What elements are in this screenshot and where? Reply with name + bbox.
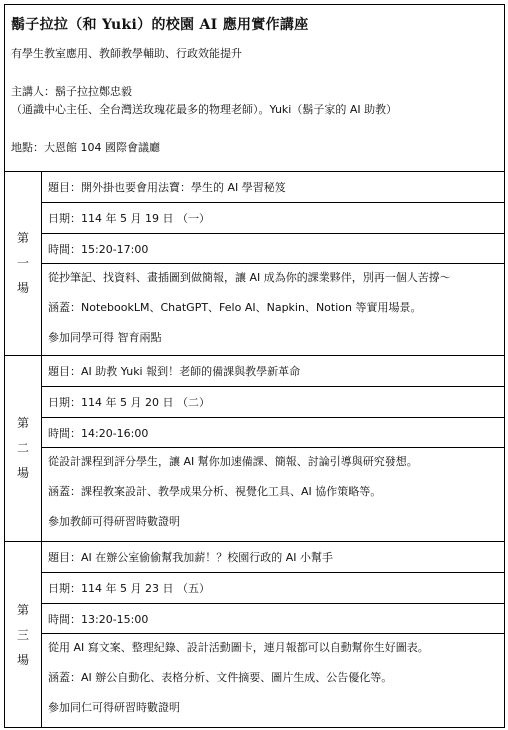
session-topic: 題目：AI 在辦公室偷偷幫我加薪！？校園行政的 AI 小幫手 bbox=[42, 542, 504, 573]
session-label-char: 場 bbox=[16, 652, 29, 667]
session-label-char: 第 bbox=[16, 416, 29, 430]
session-1 bbox=[5, 172, 504, 356]
session-label bbox=[5, 356, 42, 541]
session-3 bbox=[5, 542, 504, 728]
session-time: 時間：13:20-15:00 bbox=[42, 604, 504, 634]
session-label bbox=[5, 172, 42, 355]
session-coverage: 涵蓋：NotebookLM、ChatGPT、Felo AI、Napkin、Notion 等實用場景。 bbox=[48, 301, 422, 314]
session-desc-line: 從抄筆記、找資料、畫插圖到做簡報，讓 AI 成為你的課業夥伴，別再一個人苦撐～ bbox=[48, 271, 451, 284]
session-time: 時間：15:20-17:00 bbox=[42, 234, 504, 264]
session-coverage: 涵蓋：AI 辦公自動化、表格分析、文件摘要、圖片生成、公告優化等。 bbox=[48, 671, 393, 684]
session-credit-note: 參加同仁可得研習時數證明 bbox=[48, 701, 180, 714]
session-desc-line: 從用 AI 寫文案、整理紀錄、設計活動圖卡，連月報都可以自動幫你生好圖表。 bbox=[48, 641, 429, 654]
session-description bbox=[42, 634, 504, 715]
session-label-char: 場 bbox=[16, 281, 29, 295]
session-label bbox=[5, 542, 42, 728]
speaker-note: （通識中心主任、全台灣送玫瑰花最多的物理老師）。Yuki（鬍子家的 AI 助教） bbox=[11, 103, 398, 116]
session-date: 日期：114 年 5 月 20 日 （二） bbox=[42, 387, 504, 418]
session-desc-line: 從設計課程到評分學生，讓 AI 幫你加速備課、簡報、討論引導與研究發想。 bbox=[48, 455, 418, 468]
session-2 bbox=[5, 356, 504, 542]
session-date: 日期：114 年 5 月 19 日 （一） bbox=[42, 203, 504, 234]
session-credit-note: 參加同學可得 智育兩點 bbox=[48, 331, 162, 344]
location: 地點：大恩館 104 國際會議廳 bbox=[11, 141, 160, 154]
session-label-char: 一 bbox=[16, 256, 29, 270]
session-label-char: 三 bbox=[16, 627, 29, 642]
page-title: 鬍子拉拉（和 Yuki）的校園 AI 應用實作講座 bbox=[11, 17, 309, 33]
session-label-char: 第 bbox=[16, 602, 29, 617]
subtitle: 有學生教室應用、教師教學輔助、行政效能提升 bbox=[11, 47, 242, 60]
session-topic: 題目：開外掛也要會用法寶：學生的 AI 學習秘笈 bbox=[42, 172, 504, 203]
session-credit-note: 參加教師可得研習時數證明 bbox=[48, 515, 180, 528]
flyer-header bbox=[5, 5, 504, 172]
session-coverage: 涵蓋：課程教案設計、教學成果分析、視覺化工具、AI 協作策略等。 bbox=[48, 485, 382, 498]
session-topic: 題目：AI 助教 Yuki 報到！老師的備課與教學新革命 bbox=[42, 356, 504, 387]
session-date: 日期：114 年 5 月 23 日 （五） bbox=[42, 573, 504, 604]
lecture-flyer bbox=[4, 4, 505, 728]
session-label-char: 場 bbox=[16, 466, 29, 480]
session-description bbox=[42, 448, 504, 529]
session-description bbox=[42, 264, 504, 345]
speaker: 主講人：鬍子拉拉鄭忠毅 bbox=[11, 85, 132, 98]
session-label-char: 第 bbox=[16, 231, 29, 245]
session-time: 時間：14:20-16:00 bbox=[42, 418, 504, 448]
session-label-char: 二 bbox=[16, 441, 29, 455]
